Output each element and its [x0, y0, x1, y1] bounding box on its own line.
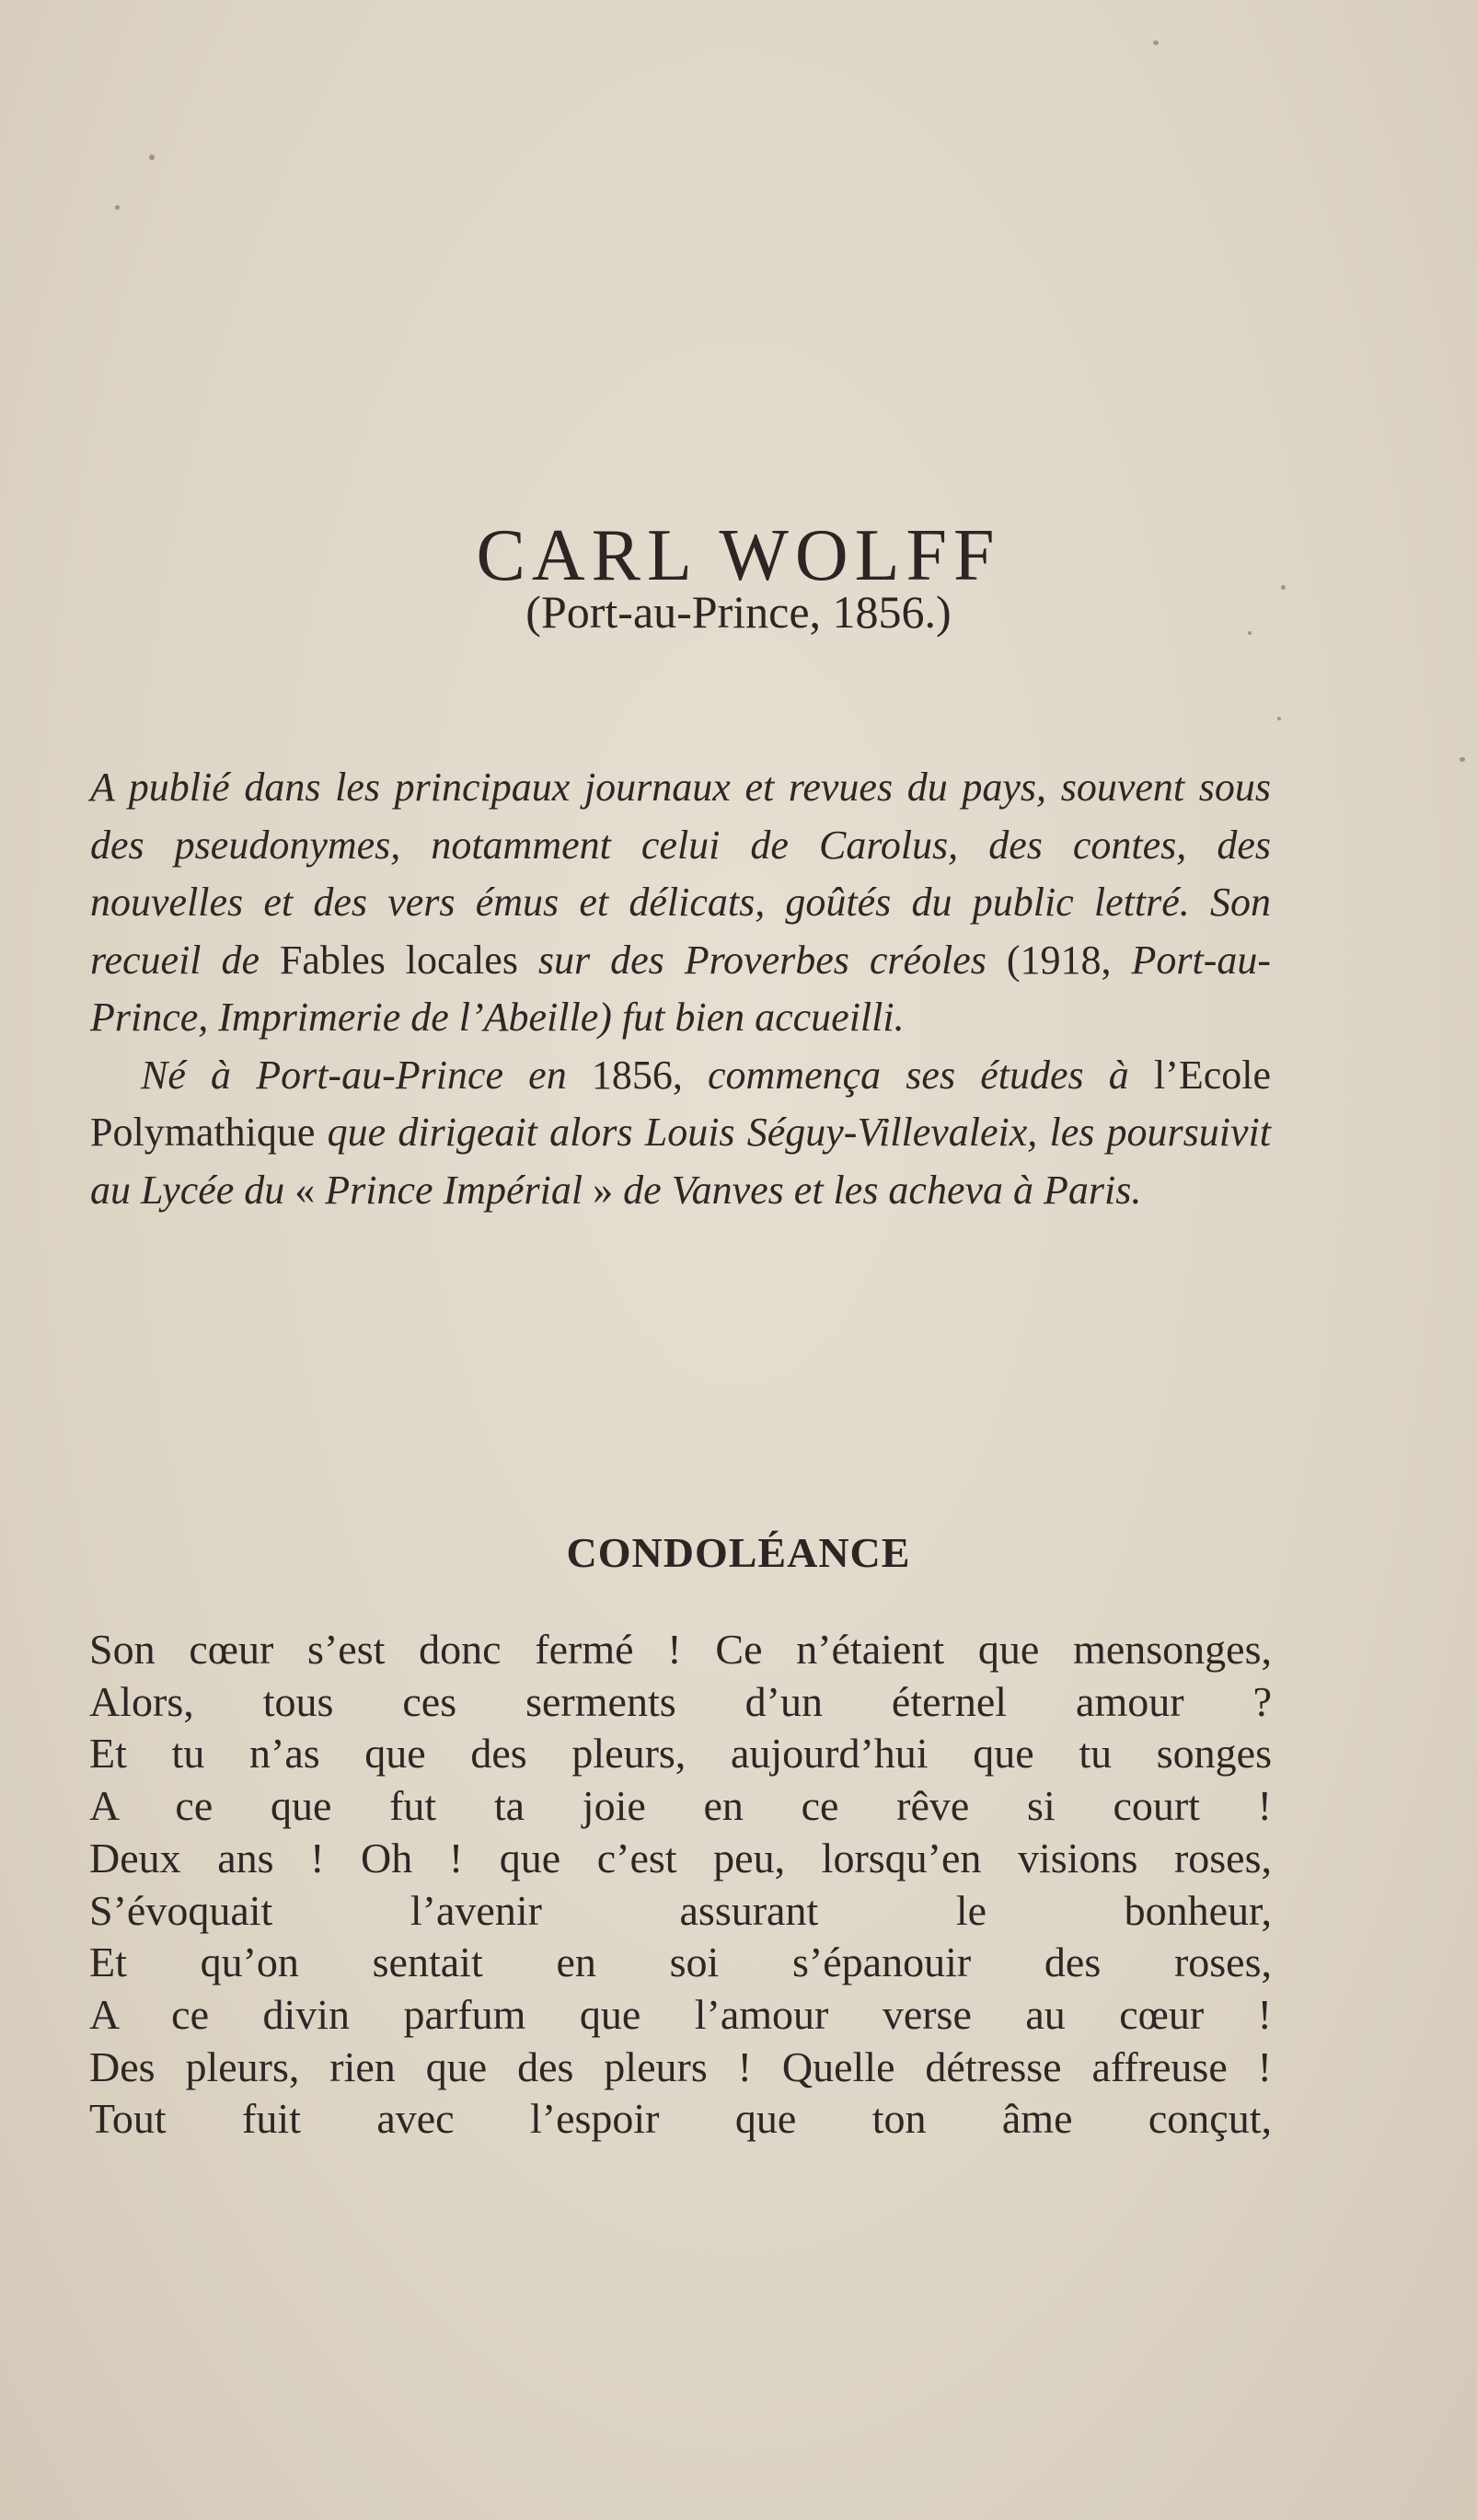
- bio-paragraph-1: [90, 759, 1271, 1047]
- poem-line: Tout fuit avec l’espoir que ton âme conçut,: [89, 2095, 1272, 2143]
- paper-speck: [115, 205, 120, 210]
- bio-text-segment: A publié dans les principaux journaux et revues du pays, souvent sous des pseudonymes, notamment celui de Carolus, des contes, des nouvelles et des vers émus et délicats, goûtés du public lettré. Son recueil de: [90, 765, 1271, 983]
- poem-line: Des pleurs, rien que des pleurs ! Quelle détresse affreuse !: [89, 2042, 1272, 2090]
- poem-line: Et tu n’as que des pleurs, aujourd’hui que tu songes: [89, 1730, 1272, 1778]
- bio-text-segment: (1918,: [1006, 937, 1132, 983]
- poem-line: S’évoquait l’avenir assurant le bonheur,: [89, 1886, 1272, 1934]
- bio-text-segment: »: [583, 1167, 624, 1213]
- bio-text-segment: Port-au-Prince, Imprimerie de l’Abeille) fut bien accueilli.: [90, 937, 1271, 1040]
- bio-book-title: Fables locales: [279, 937, 518, 983]
- bio-paragraph-2: [90, 1047, 1271, 1220]
- poem-line: Son cœur s’est donc fermé ! Ce n’étaient que mensonges,: [89, 1626, 1272, 1673]
- bio-text-segment: commença ses études à: [708, 1052, 1154, 1098]
- bio-school-name: l’Ecole Polymathique: [90, 1052, 1271, 1155]
- poem-title: CONDOLÉANCE: [566, 1529, 911, 1577]
- paper-speck: [1277, 717, 1281, 720]
- poem-line: Alors, tous ces serments d’un éternel amour ?: [89, 1677, 1272, 1725]
- poem-body: [89, 1624, 1272, 2146]
- bio-text-segment: que dirigeait alors Louis Séguy-Villevaleix, les poursuivit au Lycée du: [90, 1110, 1271, 1213]
- author-name: CARL WOLFF: [476, 514, 1001, 596]
- paper-speck: [1153, 40, 1159, 45]
- poem-line: A ce que fut ta joie en ce rêve si court !: [89, 1782, 1272, 1830]
- author-origin: (Port-au-Prince, 1856.): [525, 586, 952, 638]
- biography: [90, 759, 1271, 1219]
- bio-text-segment: 1856,: [591, 1052, 708, 1098]
- bio-text-segment: «: [294, 1167, 326, 1213]
- bio-text-segment: de Vanves et les acheva à Paris.: [623, 1167, 1142, 1213]
- paper-speck: [149, 155, 155, 160]
- poem-line: Deux ans ! Oh ! que c’est peu, lorsqu’en visions roses,: [89, 1834, 1272, 1881]
- poem-line: A ce divin parfum que l’amour verse au cœur !: [89, 1990, 1272, 2038]
- poem-line: Et qu’on sentait en soi s’épanouir des roses,: [89, 1939, 1272, 1986]
- bio-text-segment: Prince Impérial: [325, 1167, 583, 1213]
- bio-text-segment: Né à Port-au-Prince en: [141, 1052, 592, 1098]
- bio-text-segment: sur des Proverbes créoles: [517, 937, 1007, 983]
- paper-speck: [1460, 757, 1465, 762]
